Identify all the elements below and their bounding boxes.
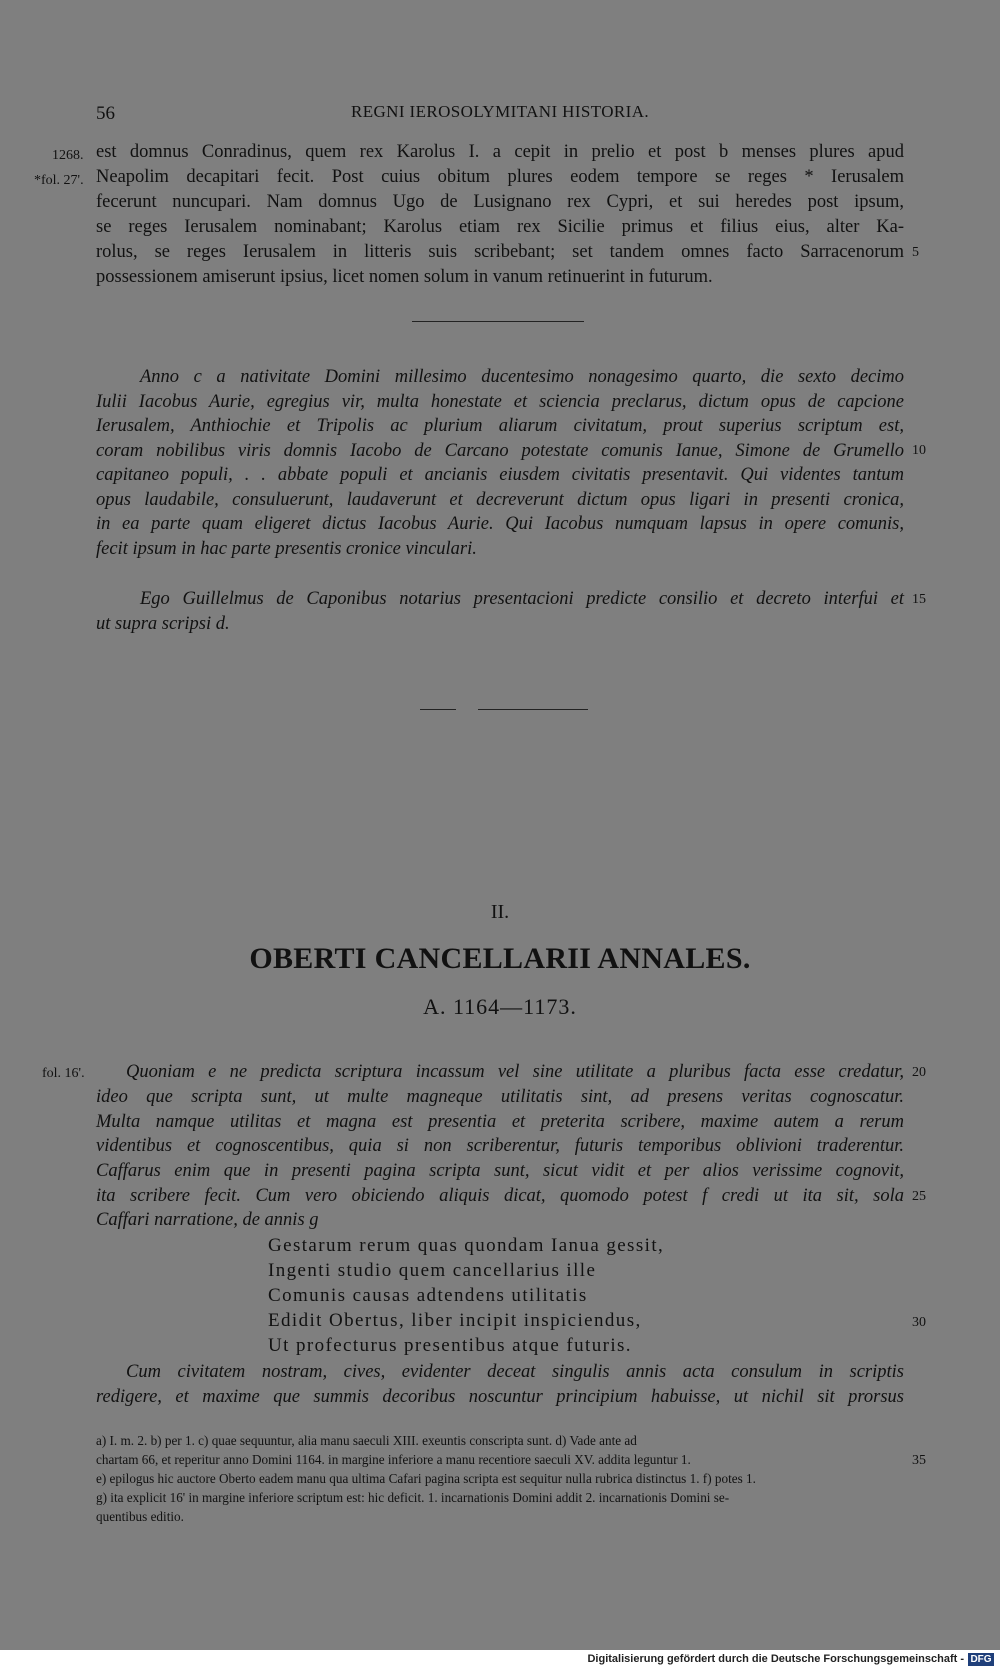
footnote-line: quentibus editio.: [96, 1509, 184, 1524]
digitization-bar: [0, 1650, 1000, 1670]
section-years: A. 1164—1173.: [423, 994, 577, 1019]
text-line: est domnus Conradinus, quem rex Karolus I. a cepit in prelio et post b menses plures apud: [96, 142, 904, 162]
text-line: Neapolim decapitari fecit. Post cuius obitum plures eodem tempore se reges * Ierusalem: [96, 167, 904, 187]
running-title: REGNI IEROSOLYMITANI HISTORIA.: [350, 102, 650, 121]
verse-line: Gestarum rerum quas quondam Ianua gessit,: [268, 1235, 665, 1256]
text-line: ideo que scripta sunt, ut multe magneque utilitatis sint, ad presens veritas cognoscatur.: [96, 1087, 904, 1107]
text-line: rolus, se reges Ierusalem in litteris suis scribebant; set tandem omnes facto Sarracenorum: [96, 242, 904, 262]
text-line: fecerunt nuncupari. Nam domnus Ugo de Lusignano rex Cypri, et sui heredes post ipsum,: [96, 192, 904, 212]
text-line: ita scribere fecit. Cum vero obiciendo aliquis dicat, quomodo potest f credi ut ita sit, sola: [96, 1186, 904, 1206]
text-line: Ierusalem, Anthiochie et Tripolis ac plurium aliarum civitatum, prout superius scriptum est,: [96, 416, 904, 436]
verse-line: Edidit Obertus, liber incipit inspiciendus,: [268, 1310, 642, 1331]
footnote-line: chartam 66, et reperitur anno Domini 1164. in margine inferiore a manu recentiore saeculi XV. addita leguntur 1.: [96, 1452, 691, 1467]
margin-folio: *fol. 27'.: [34, 173, 84, 188]
verse-line: Comunis causas adtendens utilitatis: [268, 1285, 588, 1306]
separator-rule: [420, 709, 456, 710]
line-number: 25: [912, 1189, 926, 1204]
text-line: redigere, et maxime que summis decoribus noscuntur principium habuisse, ut nichil sit prorsus: [96, 1387, 904, 1407]
text-line: Cum civitatem nostram, cives, evidenter deceat singulis annis acta consulum in scriptis: [126, 1362, 904, 1382]
footnote-line: a) I. m. 2. b) per 1. c) quae sequuntur, alia manu saeculi XIII. exeuntis conscripta sunt. d) Vade ante ad: [96, 1433, 637, 1448]
footnote-line: e) epilogus hic auctore Oberto eadem manu qua ultima Cafari pagina scripta est sequitur nulla rubrica distinctus 1. f) potes 1.: [96, 1471, 756, 1486]
line-number: 35: [912, 1453, 926, 1468]
verse-line: Ingenti studio quem cancellarius ille: [268, 1260, 597, 1281]
section-numeral: II.: [490, 901, 510, 923]
text-line: possessionem amiserunt ipsius, licet nomen solum in vanum retinuerint in futurum.: [96, 267, 713, 287]
section-title: OBERTI CANCELLARII ANNALES.: [249, 942, 751, 975]
dfg-logo: DFG: [968, 1653, 994, 1666]
text-line: Anno c a nativitate Domini millesimo ducentesimo nonagesimo quarto, die sexto decimo: [140, 367, 904, 387]
digitization-credit: Digitalisierung gefördert durch die Deutsche Forschungsgemeinschaft -: [587, 1653, 964, 1665]
text-line: videntibus et cognoscentibus, quia si non scriberentur, futuris temporibus oblivioni traderentur.: [96, 1136, 904, 1156]
separator-rule: [412, 321, 584, 322]
line-number: 15: [912, 592, 926, 607]
text-line: capitaneo populi, . . abbate populi et ancianis eiusdem civitatis presentavit. Qui videntes tantum: [96, 465, 904, 485]
separator-rule: [478, 709, 588, 710]
text-line: Caffari narratione, de annis g: [96, 1210, 319, 1230]
text-line: Iulii Iacobus Aurie, egregius vir, multa honestate et sciencia preclarus, dictum opus de capcione: [96, 392, 904, 412]
text-line: opus laudabile, consuluerunt, laudaverunt et decreverunt dictum opus ligari in presenti cronica,: [96, 490, 904, 510]
line-number: 10: [912, 443, 926, 458]
margin-year: 1268.: [52, 148, 84, 163]
text-line: fecit ipsum in hac parte presentis cronice vinculari.: [96, 539, 477, 559]
text-line: ut supra scripsi d.: [96, 614, 230, 634]
line-number: 20: [912, 1065, 926, 1080]
page-number: 56: [96, 103, 115, 124]
text-line: se reges Ierusalem nominabant; Karolus etiam rex Sicilie primus et filius eius, alter Ka-: [96, 217, 904, 237]
text-line: Ego Guillelmus de Caponibus notarius presentacioni predicte consilio et decreto interfui et: [140, 589, 904, 609]
text-line: Multa namque utilitas et magna est presentia et preterita scribere, maxime autem a rerum: [96, 1112, 904, 1132]
text-line: Quoniam e ne predicta scriptura incassum vel sine utilitate a pluribus facta esse credatur,: [126, 1062, 904, 1082]
margin-folio: fol. 16'.: [42, 1066, 85, 1081]
verse-line: Ut profecturus presentibus atque futuris.: [268, 1335, 632, 1356]
text-line: Caffarus enim que in presenti pagina scripta sunt, sicut vidit et per alios verissime cognovit,: [96, 1161, 904, 1181]
line-number: 5: [912, 245, 919, 260]
line-number: 30: [912, 1315, 926, 1330]
footnote-line: g) ita explicit 16' in margine inferiore scriptum est: hic deficit. 1. incarnationis Domini addit 2. incarnationis Domini se-: [96, 1490, 730, 1505]
text-line: in ea parte quam eligeret dictus Iacobus Aurie. Qui Iacobus numquam lapsus in opere comunis,: [96, 514, 904, 534]
text-line: coram nobilibus viris domnis Iacobo de Carcano potestate comunis Ianue, Simone de Grumello: [96, 441, 904, 461]
